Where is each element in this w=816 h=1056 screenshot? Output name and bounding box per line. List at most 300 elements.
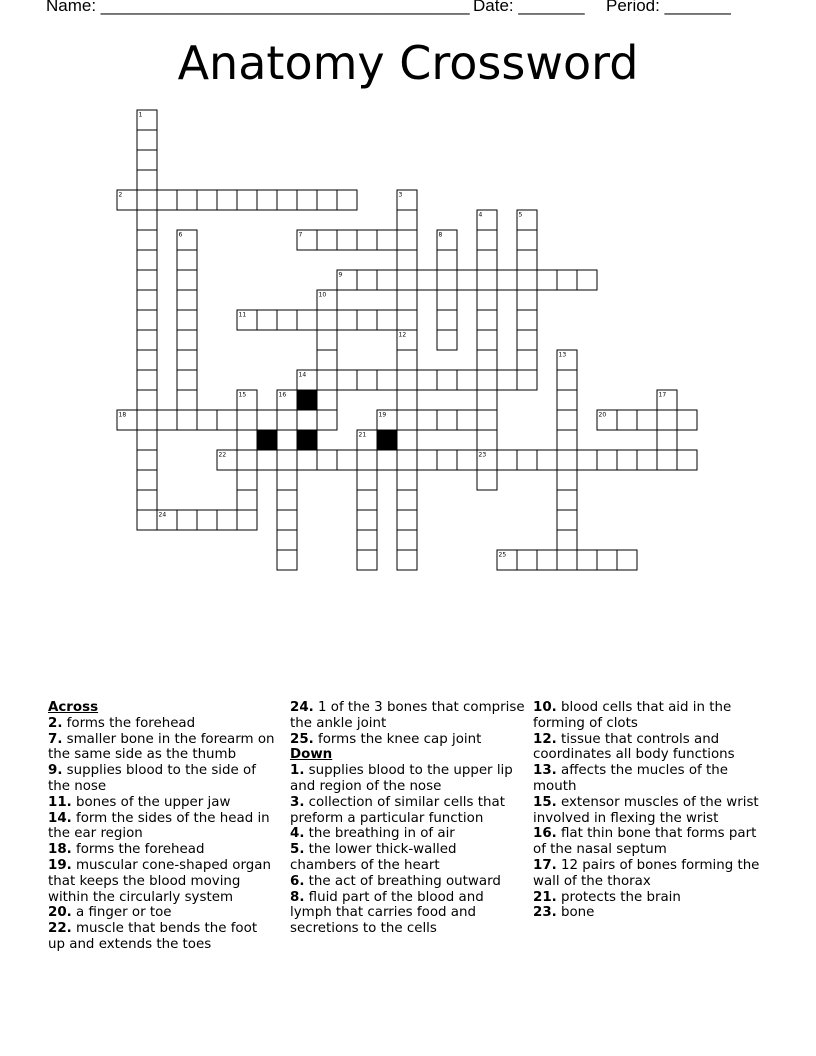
grid-cell[interactable]: [397, 370, 417, 390]
black-square: [377, 430, 397, 450]
grid-cell[interactable]: [137, 310, 157, 330]
grid-cell[interactable]: [137, 370, 157, 390]
grid-cell[interactable]: [597, 550, 617, 570]
grid-cell[interactable]: [397, 330, 417, 350]
grid-cell[interactable]: [657, 410, 677, 430]
grid-cell[interactable]: [457, 410, 477, 430]
grid-cell[interactable]: [517, 210, 537, 230]
grid-cell[interactable]: [177, 390, 197, 410]
grid-cell[interactable]: [477, 230, 497, 250]
grid-cell[interactable]: [257, 410, 277, 430]
grid-cell[interactable]: [477, 290, 497, 310]
clue-item-text: the act of breathing outward: [304, 873, 501, 889]
grid-cell[interactable]: [277, 510, 297, 530]
clue-item-text: bone: [556, 905, 595, 921]
grid-cell[interactable]: [517, 290, 537, 310]
grid-cell[interactable]: [397, 250, 417, 270]
grid-cell[interactable]: [497, 370, 517, 390]
grid-cell[interactable]: [437, 450, 457, 470]
grid-cell[interactable]: [477, 270, 497, 290]
grid-cell[interactable]: [557, 390, 577, 410]
grid-cell[interactable]: [337, 270, 357, 290]
clue-number: 16: [278, 391, 287, 399]
clue-item-text: form the sides of the head in the ear region: [48, 810, 270, 842]
grid-cell[interactable]: [517, 270, 537, 290]
grid-cell[interactable]: [197, 510, 217, 530]
grid-cell[interactable]: [617, 450, 637, 470]
clue-item: [533, 826, 768, 858]
clue-item: [48, 858, 278, 905]
clue-item-number: 15.: [533, 794, 557, 810]
grid-cell[interactable]: [557, 510, 577, 530]
clue-item-number: 16.: [533, 826, 557, 842]
clue-item-number: 10.: [533, 700, 557, 715]
grid-cell[interactable]: [317, 190, 337, 210]
grid-cell[interactable]: [417, 270, 437, 290]
grid-cell[interactable]: [437, 230, 457, 250]
grid-cell[interactable]: [177, 290, 197, 310]
grid-cell[interactable]: [517, 230, 537, 250]
grid-cell[interactable]: [437, 410, 457, 430]
date-field[interactable]: Date: _______: [473, 0, 585, 15]
clue-column-2: [290, 700, 526, 937]
grid-cell[interactable]: [357, 490, 377, 510]
grid-cell[interactable]: [357, 550, 377, 570]
grid-cell[interactable]: [677, 410, 697, 430]
grid-cell[interactable]: [297, 230, 317, 250]
grid-cell[interactable]: [497, 270, 517, 290]
grid-cell[interactable]: [297, 370, 317, 390]
grid-cell[interactable]: [397, 450, 417, 470]
grid-cell[interactable]: [197, 410, 217, 430]
grid-cell[interactable]: [397, 310, 417, 330]
grid-cell[interactable]: [657, 450, 677, 470]
clue-item: [48, 905, 278, 921]
grid-cell[interactable]: [277, 530, 297, 550]
grid-cell[interactable]: [397, 230, 417, 250]
grid-cell[interactable]: [177, 370, 197, 390]
grid-cell[interactable]: [477, 350, 497, 370]
grid-cell[interactable]: [397, 550, 417, 570]
clue-item-number: 22.: [48, 921, 72, 937]
grid-cell[interactable]: [517, 350, 537, 370]
clue-item-number: 2.: [48, 715, 63, 731]
clue-column-3: [533, 700, 768, 921]
grid-cell[interactable]: [237, 390, 257, 410]
clue-item-text: fluid part of the blood and lymph that carries food and secretions to the cells: [290, 889, 484, 937]
grid-cell[interactable]: [557, 430, 577, 450]
clue-number: 18: [118, 411, 127, 419]
grid-cell[interactable]: [337, 310, 357, 330]
grid-cell[interactable]: [157, 190, 177, 210]
grid-cell[interactable]: [517, 370, 537, 390]
clue-item-number: 4.: [290, 826, 305, 842]
clue-number: 2: [118, 191, 123, 199]
grid-cell[interactable]: [557, 350, 577, 370]
grid-cell[interactable]: [137, 170, 157, 190]
grid-cell[interactable]: [277, 390, 297, 410]
grid-cell[interactable]: [317, 370, 337, 390]
grid-cell[interactable]: [317, 230, 337, 250]
grid-cell[interactable]: [457, 270, 477, 290]
grid-cell[interactable]: [537, 550, 557, 570]
grid-cell[interactable]: [277, 410, 297, 430]
clue-number: 1: [138, 111, 143, 119]
clue-number: 17: [658, 391, 667, 399]
clue-number: 3: [398, 191, 403, 199]
grid-cell[interactable]: [297, 310, 317, 330]
grid-cell[interactable]: [537, 450, 557, 470]
clue-number: 9: [338, 271, 343, 279]
clue-item: [290, 732, 526, 748]
grid-cell[interactable]: [177, 310, 197, 330]
grid-cell[interactable]: [177, 350, 197, 370]
grid-cell[interactable]: [257, 450, 277, 470]
grid-cell[interactable]: [397, 190, 417, 210]
clue-item: [290, 795, 526, 827]
grid-cell[interactable]: [617, 410, 637, 430]
grid-cell[interactable]: [217, 410, 237, 430]
grid-cell[interactable]: [357, 270, 377, 290]
grid-cell[interactable]: [477, 250, 497, 270]
clue-item-text: bones of the upper jaw: [71, 794, 231, 810]
clue-item: [533, 763, 768, 795]
grid-cell[interactable]: [557, 450, 577, 470]
clue-item-number: 18.: [48, 842, 72, 858]
clue-item: [290, 700, 526, 732]
clue-item: [290, 842, 526, 874]
grid-cell[interactable]: [137, 250, 157, 270]
name-field[interactable]: Name: _______________________________________: [46, 0, 470, 15]
grid-cell[interactable]: [457, 370, 477, 390]
clue-item: [533, 732, 768, 764]
grid-cell[interactable]: [177, 410, 197, 430]
grid-cell[interactable]: [397, 410, 417, 430]
grid-cell[interactable]: [497, 550, 517, 570]
clue-item: [290, 890, 526, 937]
clue-item-text: muscle that bends the foot up and extends the toes: [48, 921, 258, 952]
clue-number: 25: [498, 551, 507, 559]
grid-cell[interactable]: [177, 330, 197, 350]
grid-cell[interactable]: [477, 370, 497, 390]
clue-item-number: 14.: [48, 810, 72, 826]
grid-cell[interactable]: [237, 410, 257, 430]
grid-cell[interactable]: [397, 430, 417, 450]
grid-cell[interactable]: [237, 470, 257, 490]
grid-cell[interactable]: [137, 410, 157, 430]
grid-cell[interactable]: [137, 230, 157, 250]
clue-item: [290, 826, 526, 842]
grid-cell[interactable]: [337, 450, 357, 470]
clue-number: 19: [378, 411, 387, 419]
grid-cell[interactable]: [557, 530, 577, 550]
grid-cell[interactable]: [137, 510, 157, 530]
grid-cell[interactable]: [417, 370, 437, 390]
clue-item-text: muscular cone-shaped organ that keeps the blood moving within the circularly system: [48, 857, 271, 905]
clue-item-text: forms the forehead: [71, 842, 205, 858]
clue-item-text: supplies blood to the upper lip and region of the nose: [290, 763, 513, 794]
grid-cell[interactable]: [477, 210, 497, 230]
grid-cell[interactable]: [557, 410, 577, 430]
clue-item: [48, 842, 278, 858]
grid-cell[interactable]: [137, 190, 157, 210]
grid-cell[interactable]: [277, 190, 297, 210]
grid-cell[interactable]: [557, 470, 577, 490]
grid-cell[interactable]: [557, 490, 577, 510]
grid-cell[interactable]: [397, 470, 417, 490]
grid-cell[interactable]: [317, 410, 337, 430]
grid-cell[interactable]: [397, 270, 417, 290]
clue-item-text: tissue that controls and coordinates all body functions: [533, 731, 735, 763]
across-heading: Across: [48, 700, 99, 715]
grid-cell[interactable]: [357, 470, 377, 490]
grid-cell[interactable]: [357, 370, 377, 390]
grid-cell[interactable]: [177, 510, 197, 530]
clue-number: 23: [478, 451, 487, 459]
grid-cell[interactable]: [237, 450, 257, 470]
grid-cell[interactable]: [357, 230, 377, 250]
grid-cell[interactable]: [437, 370, 457, 390]
grid-cell[interactable]: [497, 450, 517, 470]
clue-item-text: collection of similar cells that preform a particular function: [290, 794, 505, 826]
grid-cell[interactable]: [337, 190, 357, 210]
clue-item-number: 3.: [290, 794, 305, 810]
grid-cell[interactable]: [557, 550, 577, 570]
grid-cell[interactable]: [317, 450, 337, 470]
clue-number: 8: [438, 231, 443, 239]
grid-cell[interactable]: [297, 190, 317, 210]
grid-cell[interactable]: [417, 450, 437, 470]
grid-cell[interactable]: [137, 430, 157, 450]
clue-item-text: protects the brain: [556, 889, 681, 905]
grid-cell[interactable]: [317, 390, 337, 410]
grid-cell[interactable]: [137, 350, 157, 370]
grid-cell[interactable]: [477, 390, 497, 410]
grid-cell[interactable]: [477, 430, 497, 450]
black-square: [297, 430, 317, 450]
grid-cell[interactable]: [117, 190, 137, 210]
grid-cell[interactable]: [377, 370, 397, 390]
grid-cell[interactable]: [137, 490, 157, 510]
clue-number: 15: [238, 391, 247, 399]
grid-cell[interactable]: [517, 450, 537, 470]
grid-cell[interactable]: [377, 310, 397, 330]
clue-item: [533, 905, 768, 921]
grid-cell[interactable]: [377, 410, 397, 430]
grid-cell[interactable]: [177, 230, 197, 250]
clue-item-number: 20.: [48, 905, 72, 921]
grid-cell[interactable]: [357, 430, 377, 450]
clue-item-number: 24.: [290, 700, 314, 715]
clue-item: [48, 921, 278, 953]
grid-cell[interactable]: [377, 450, 397, 470]
clue-column-1: [48, 700, 278, 953]
grid-cell[interactable]: [277, 470, 297, 490]
grid-cell[interactable]: [277, 490, 297, 510]
grid-cell[interactable]: [417, 410, 437, 430]
grid-cell[interactable]: [177, 190, 197, 210]
grid-cell[interactable]: [137, 290, 157, 310]
grid-cell[interactable]: [317, 350, 337, 370]
clue-item-text: 1 of the 3 bones that comprise the ankle joint: [290, 700, 525, 731]
clue-item-number: 17.: [533, 857, 557, 873]
clue-item-text: the lower thick-walled chambers of the heart: [290, 842, 457, 873]
grid-cell[interactable]: [297, 450, 317, 470]
grid-cell[interactable]: [517, 550, 537, 570]
grid-cell[interactable]: [537, 270, 557, 290]
grid-cell[interactable]: [517, 250, 537, 270]
grid-cell[interactable]: [477, 410, 497, 430]
clue-item-number: 13.: [533, 763, 557, 779]
grid-cell[interactable]: [577, 450, 597, 470]
clue-item-number: 23.: [533, 905, 557, 921]
grid-cell[interactable]: [377, 230, 397, 250]
grid-cell[interactable]: [137, 450, 157, 470]
grid-cell[interactable]: [437, 310, 457, 330]
grid-cell[interactable]: [357, 310, 377, 330]
clue-item: [290, 763, 526, 795]
clue-item-text: affects the mucles of the mouth: [533, 763, 728, 794]
grid-cell[interactable]: [577, 270, 597, 290]
grid-cell[interactable]: [137, 390, 157, 410]
grid-cell[interactable]: [177, 270, 197, 290]
clue-item: [290, 874, 526, 890]
grid-cell[interactable]: [397, 290, 417, 310]
clue-item: [533, 890, 768, 906]
clue-number: 20: [598, 411, 607, 419]
grid-cell[interactable]: [137, 270, 157, 290]
clue-number: 10: [318, 291, 327, 299]
grid-cell[interactable]: [437, 290, 457, 310]
grid-cell[interactable]: [237, 490, 257, 510]
clue-number: 12: [398, 331, 407, 339]
grid-cell[interactable]: [657, 430, 677, 450]
grid-cell[interactable]: [397, 350, 417, 370]
clue-number: 14: [298, 371, 307, 379]
clue-item-number: 5.: [290, 842, 305, 858]
grid-cell[interactable]: [157, 510, 177, 530]
clue-number: 13: [558, 351, 567, 359]
grid-cell[interactable]: [517, 310, 537, 330]
grid-cell[interactable]: [277, 550, 297, 570]
clue-item-text: a finger or toe: [71, 905, 172, 921]
down-heading: Down: [290, 747, 333, 763]
clue-item-number: 7.: [48, 731, 63, 747]
grid-cell[interactable]: [317, 330, 337, 350]
grid-cell[interactable]: [137, 210, 157, 230]
grid-cell[interactable]: [377, 270, 397, 290]
grid-cell[interactable]: [137, 110, 157, 130]
grid-cell[interactable]: [257, 310, 277, 330]
grid-cell[interactable]: [137, 470, 157, 490]
grid-cell[interactable]: [317, 290, 337, 310]
grid-cell[interactable]: [277, 430, 297, 450]
grid-cell[interactable]: [397, 390, 417, 410]
grid-cell[interactable]: [397, 530, 417, 550]
clue-item-number: 12.: [533, 731, 557, 747]
grid-cell[interactable]: [557, 270, 577, 290]
grid-cell[interactable]: [677, 450, 697, 470]
grid-cell[interactable]: [397, 210, 417, 230]
grid-cell[interactable]: [217, 190, 237, 210]
grid-cell[interactable]: [257, 190, 277, 210]
clue-item-number: 9.: [48, 763, 63, 779]
black-square: [257, 430, 277, 450]
clue-item-text: blood cells that aid in the forming of clots: [533, 700, 732, 731]
grid-cell[interactable]: [117, 410, 137, 430]
clue-item-number: 19.: [48, 857, 72, 873]
clue-item: [48, 763, 278, 795]
grid-cell[interactable]: [477, 330, 497, 350]
grid-cell[interactable]: [237, 310, 257, 330]
grid-cell[interactable]: [177, 250, 197, 270]
clue-item: [533, 858, 768, 890]
grid-cell[interactable]: [637, 410, 657, 430]
clue-item-text: flat thin bone that forms part of the nasal septum: [533, 826, 757, 858]
clue-item: [533, 700, 768, 732]
grid-cell[interactable]: [397, 510, 417, 530]
clue-item-number: 6.: [290, 873, 305, 889]
grid-cell[interactable]: [337, 370, 357, 390]
grid-cell[interactable]: [637, 450, 657, 470]
grid-cell[interactable]: [577, 550, 597, 570]
grid-cell[interactable]: [457, 450, 477, 470]
grid-cell[interactable]: [597, 410, 617, 430]
grid-cell[interactable]: [137, 150, 157, 170]
grid-cell[interactable]: [317, 310, 337, 330]
grid-cell[interactable]: [477, 310, 497, 330]
grid-cell[interactable]: [217, 450, 237, 470]
grid-cell[interactable]: [437, 270, 457, 290]
grid-cell[interactable]: [657, 390, 677, 410]
grid-cell[interactable]: [357, 530, 377, 550]
grid-cell[interactable]: [437, 250, 457, 270]
grid-cell[interactable]: [517, 330, 537, 350]
clue-item-number: 11.: [48, 794, 72, 810]
clue-item-text: extensor muscles of the wrist involved in flexing the wrist: [533, 794, 759, 826]
grid-cell[interactable]: [237, 430, 257, 450]
clue-number: 11: [238, 311, 247, 319]
grid-cell[interactable]: [137, 130, 157, 150]
grid-cell[interactable]: [597, 450, 617, 470]
grid-cell[interactable]: [477, 470, 497, 490]
clue-item: [48, 732, 278, 764]
clue-item-number: 25.: [290, 731, 314, 747]
grid-cell[interactable]: [357, 510, 377, 530]
grid-cell[interactable]: [137, 330, 157, 350]
grid-cell[interactable]: [557, 370, 577, 390]
grid-cell[interactable]: [237, 190, 257, 210]
grid-cell[interactable]: [237, 510, 257, 530]
grid-cell[interactable]: [157, 410, 177, 430]
grid-cell[interactable]: [277, 310, 297, 330]
grid-cell[interactable]: [217, 510, 237, 530]
clue-item-text: 12 pairs of bones forming the wall of the thorax: [533, 857, 760, 889]
grid-cell[interactable]: [397, 490, 417, 510]
period-field[interactable]: Period: _______: [606, 0, 731, 15]
grid-cell[interactable]: [357, 450, 377, 470]
clue-item-text: forms the forehead: [62, 715, 196, 731]
grid-cell[interactable]: [277, 450, 297, 470]
student-info-header: [46, 0, 786, 20]
clue-item-text: supplies blood to the side of the nose: [48, 763, 256, 794]
grid-cell[interactable]: [337, 230, 357, 250]
grid-cell[interactable]: [477, 450, 497, 470]
grid-cell[interactable]: [617, 550, 637, 570]
grid-cell[interactable]: [437, 330, 457, 350]
grid-cell[interactable]: [197, 190, 217, 210]
clue-item: [48, 811, 278, 843]
